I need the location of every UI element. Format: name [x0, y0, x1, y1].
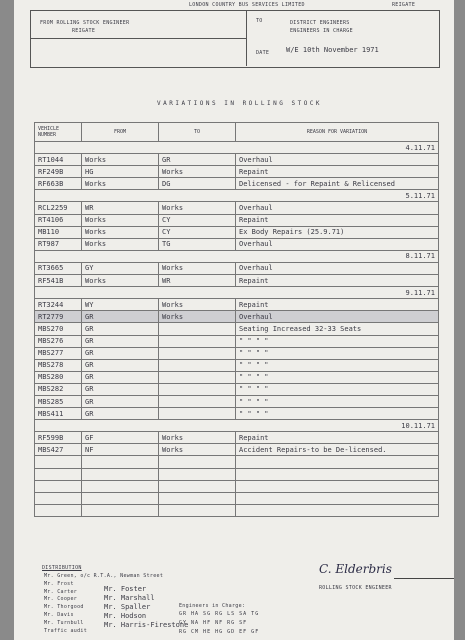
cell-vehicle: RT3665 — [35, 262, 82, 274]
cell-reason: " " " " — [236, 347, 439, 359]
date-row — [35, 250, 439, 262]
list-item: Mr. Thorgood — [44, 604, 84, 611]
cell-vehicle: MBS277 — [35, 347, 82, 359]
date-row — [35, 287, 439, 299]
cell-from: Works — [82, 275, 159, 287]
cell-from: GF — [82, 432, 159, 444]
table-row — [35, 395, 439, 407]
from-location: REIGATE — [72, 28, 96, 34]
cell-from — [82, 480, 159, 492]
cell-vehicle: MB110 — [35, 226, 82, 238]
cell-to — [159, 504, 236, 516]
signature-line — [394, 578, 454, 579]
cell-reason: " " " " — [236, 335, 439, 347]
table-row — [35, 262, 439, 274]
col-reason: REASON FOR VARIATION — [236, 123, 439, 142]
cell-to — [159, 371, 236, 383]
table-row — [35, 202, 439, 214]
cell-from: GR — [82, 371, 159, 383]
cell-vehicle — [35, 504, 82, 516]
cell-to — [159, 359, 236, 371]
cell-vehicle: RF249B — [35, 166, 82, 178]
table-row — [35, 311, 439, 323]
cell-vehicle: MBS285 — [35, 395, 82, 407]
cell-to: Works — [159, 299, 236, 311]
cell-vehicle: RT1044 — [35, 154, 82, 166]
cell-reason: Repaint — [236, 299, 439, 311]
row-date: 8.11.71 — [35, 250, 439, 262]
cell-reason: " " " " — [236, 408, 439, 420]
cell-to: CY — [159, 214, 236, 226]
cell-from: WR — [82, 202, 159, 214]
cell-to: Works — [159, 311, 236, 323]
table-row — [35, 468, 439, 480]
cell-from: Works — [82, 178, 159, 190]
office-location: REIGATE — [392, 2, 416, 8]
cell-reason — [236, 492, 439, 504]
cell-to — [159, 335, 236, 347]
cell-from — [82, 504, 159, 516]
cell-to — [159, 468, 236, 480]
variations-table — [34, 122, 439, 517]
cell-reason — [236, 504, 439, 516]
cell-from — [82, 492, 159, 504]
cell-vehicle: RCL2259 — [35, 202, 82, 214]
cell-vehicle — [35, 468, 82, 480]
cell-reason: Repaint — [236, 432, 439, 444]
cell-to — [159, 492, 236, 504]
to-label: TO — [256, 18, 263, 24]
table-row — [35, 504, 439, 516]
table-row — [35, 323, 439, 335]
cell-reason: " " " " — [236, 371, 439, 383]
distribution-label: DISTRIBUTION — [42, 565, 82, 571]
cell-to: TG — [159, 238, 236, 250]
table-body — [35, 142, 439, 517]
cell-reason: Seating Increased 32-33 Seats — [236, 323, 439, 335]
list-item: Traffic audit — [44, 627, 88, 634]
list-item: Mr. Carter — [44, 588, 78, 595]
cell-to — [159, 456, 236, 468]
cell-vehicle: MBS276 — [35, 335, 82, 347]
cell-vehicle: RT987 — [35, 238, 82, 250]
list-item: Mr. Foster — [104, 585, 147, 593]
cell-to — [159, 408, 236, 420]
table-row — [35, 359, 439, 371]
cell-to: DG — [159, 178, 236, 190]
cell-vehicle: RT4106 — [35, 214, 82, 226]
cell-reason — [236, 456, 439, 468]
memo-title: VARIATIONS IN ROLLING STOCK — [157, 100, 323, 107]
col-to: TO — [159, 123, 236, 142]
list-item: Mr. Harris-Firestone — [104, 621, 189, 629]
header-rule — [30, 38, 246, 39]
cell-reason: Overhaul — [236, 202, 439, 214]
cell-to: Works — [159, 262, 236, 274]
table-row — [35, 444, 439, 456]
cell-vehicle: RF599B — [35, 432, 82, 444]
cell-vehicle: RT2779 — [35, 311, 82, 323]
cell-to: CY — [159, 226, 236, 238]
cell-to: Works — [159, 432, 236, 444]
cell-reason — [236, 468, 439, 480]
col-from: FROM — [82, 123, 159, 142]
table-row — [35, 347, 439, 359]
cell-to — [159, 395, 236, 407]
cell-from: Works — [82, 238, 159, 250]
list-item: Mr. Cooper — [44, 596, 78, 603]
cell-to — [159, 347, 236, 359]
table-row — [35, 214, 439, 226]
table-row — [35, 480, 439, 492]
table-row — [35, 383, 439, 395]
cell-to: GR — [159, 154, 236, 166]
cell-from: GR — [82, 323, 159, 335]
cell-from: Works — [82, 154, 159, 166]
cell-vehicle — [35, 480, 82, 492]
list-item: Mr. Davis — [44, 612, 74, 618]
cell-reason: Repaint — [236, 166, 439, 178]
cell-from: GR — [82, 335, 159, 347]
table-row — [35, 238, 439, 250]
memo-header-box — [30, 10, 440, 68]
cell-from: GR — [82, 311, 159, 323]
cell-vehicle: MBS427 — [35, 444, 82, 456]
cell-vehicle: RT3244 — [35, 299, 82, 311]
cell-vehicle — [35, 456, 82, 468]
cell-reason: " " " " — [236, 359, 439, 371]
cell-to — [159, 383, 236, 395]
list-item: RG CM HE HG GD EF GF — [179, 629, 260, 635]
list-item: Mr. Frost — [44, 580, 74, 587]
row-date: 9.11.71 — [35, 287, 439, 299]
cell-to: WR — [159, 275, 236, 287]
table-row — [35, 275, 439, 287]
cell-reason: Overhaul — [236, 262, 439, 274]
date-row — [35, 190, 439, 202]
table-row — [35, 492, 439, 504]
date-row — [35, 142, 439, 154]
date-label: DATE — [256, 50, 270, 56]
cell-from: Works — [82, 214, 159, 226]
cell-reason: Repaint — [236, 214, 439, 226]
cell-from: WY — [82, 299, 159, 311]
cell-reason: " " " " — [236, 395, 439, 407]
cell-from: GR — [82, 395, 159, 407]
cell-vehicle: MBS278 — [35, 359, 82, 371]
table-row — [35, 178, 439, 190]
signature-title: ROLLING STOCK ENGINEER — [319, 585, 392, 591]
cell-reason: " " " " — [236, 383, 439, 395]
cell-from: HG — [82, 166, 159, 178]
cell-from — [82, 456, 159, 468]
date-value: W/E 10th November 1971 — [286, 46, 379, 54]
row-date: 10.11.71 — [35, 420, 439, 432]
cell-to — [159, 480, 236, 492]
signature: C. Elderbris — [319, 562, 392, 576]
cell-from: GR — [82, 408, 159, 420]
cell-reason: Delicensed - for Repaint & Relicensed — [236, 178, 439, 190]
cell-vehicle: RF541B — [35, 275, 82, 287]
row-date: 4.11.71 — [35, 142, 439, 154]
header-divider — [246, 10, 247, 66]
list-item: Mr. Hodson — [104, 612, 147, 620]
cell-from: GY — [82, 262, 159, 274]
list-item: GR HA SG RG LS SA TG — [179, 611, 260, 617]
cell-vehicle: MBS280 — [35, 371, 82, 383]
date-row — [35, 420, 439, 432]
table-row — [35, 335, 439, 347]
table-row — [35, 299, 439, 311]
table-row — [35, 154, 439, 166]
cell-from: GR — [82, 347, 159, 359]
list-item: Mr. Green, o/c R.T.A., Newman Street — [44, 573, 164, 579]
table-row — [35, 408, 439, 420]
cell-reason: Repaint — [236, 275, 439, 287]
cell-reason: Ex Body Repairs (25.9.71) — [236, 226, 439, 238]
col-vehicle: VEHICLE NUMBER — [35, 123, 82, 142]
table-row — [35, 166, 439, 178]
table-row — [35, 371, 439, 383]
eic-label: Engineers in Charge: — [179, 603, 246, 609]
cell-reason: Overhaul — [236, 238, 439, 250]
table-header-row — [35, 123, 439, 142]
list-item: Mr. Spaller — [104, 603, 151, 611]
memo-page — [14, 0, 454, 640]
company-name: LONDON COUNTRY BUS SERVICES LIMITED — [189, 2, 305, 8]
to-line2: ENGINEERS IN CHARGE — [290, 28, 353, 34]
cell-vehicle: RF663B — [35, 178, 82, 190]
cell-to: Works — [159, 444, 236, 456]
cell-vehicle: MBS282 — [35, 383, 82, 395]
cell-reason: Accident Repairs-to be De-licensed. — [236, 444, 439, 456]
list-item: Mr. Marshall — [104, 594, 155, 602]
cell-to — [159, 323, 236, 335]
from-label: FROM ROLLING STOCK ENGINEER — [40, 20, 130, 26]
cell-to: Works — [159, 202, 236, 214]
cell-from: GR — [82, 383, 159, 395]
cell-vehicle: MBS411 — [35, 408, 82, 420]
cell-to: Works — [159, 166, 236, 178]
cell-from: GR — [82, 359, 159, 371]
table-row — [35, 226, 439, 238]
cell-from: Works — [82, 226, 159, 238]
cell-reason — [236, 480, 439, 492]
cell-vehicle — [35, 492, 82, 504]
list-item: GY NA HF NF RG SF — [179, 620, 248, 626]
cell-from: NF — [82, 444, 159, 456]
list-item: Mr. Turnbull — [44, 619, 84, 626]
cell-reason: Overhaul — [236, 311, 439, 323]
to-line1: DISTRICT ENGINEERS — [290, 20, 350, 26]
cell-vehicle: MBS270 — [35, 323, 82, 335]
table-row — [35, 456, 439, 468]
row-date: 5.11.71 — [35, 190, 439, 202]
cell-from — [82, 468, 159, 480]
cell-reason: Overhaul — [236, 154, 439, 166]
table-row — [35, 432, 439, 444]
